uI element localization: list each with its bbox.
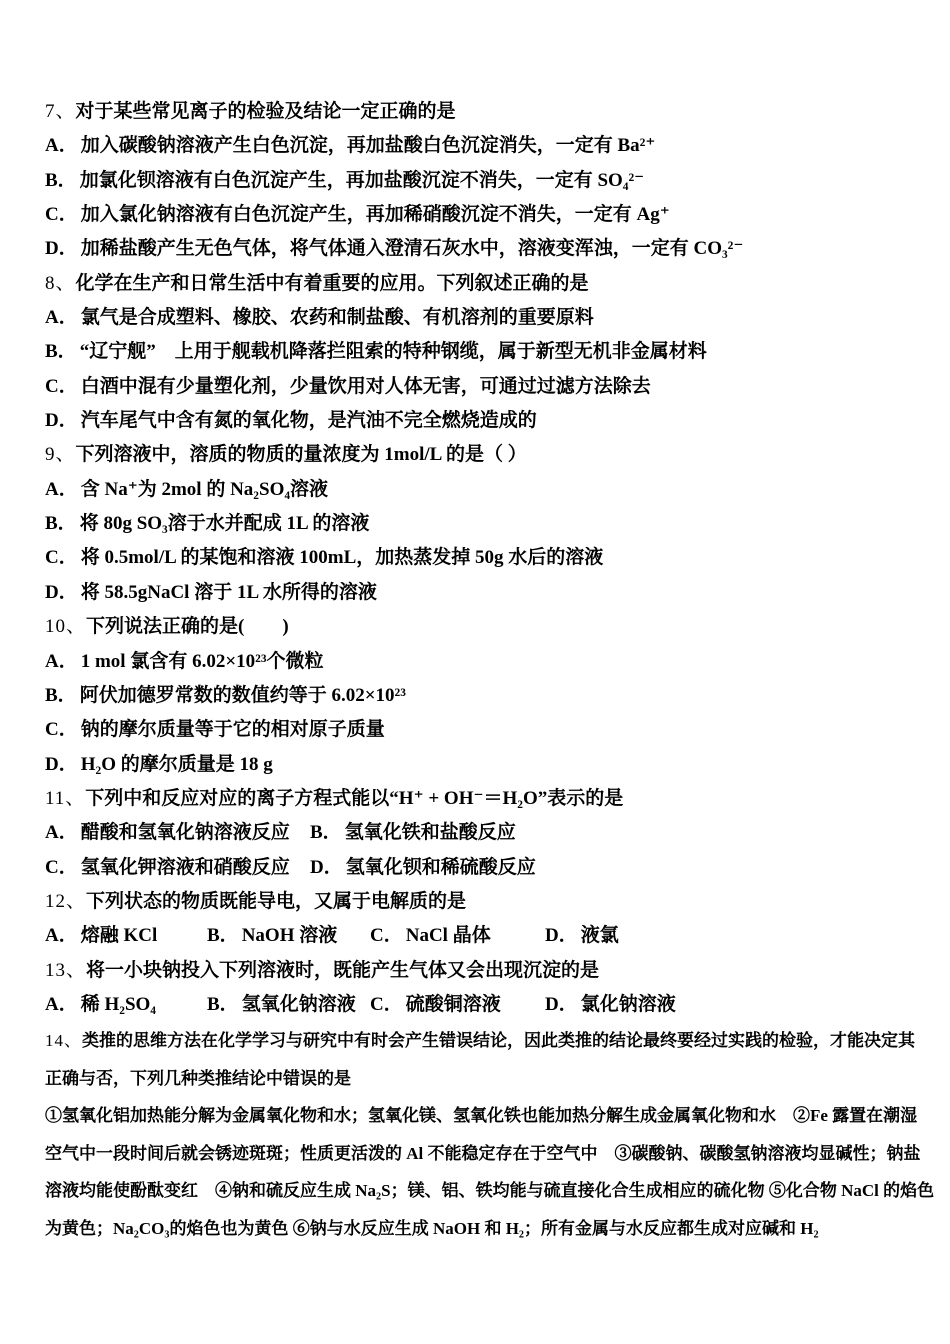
question-14-line-5 (45, 1172, 935, 1210)
question-7 (45, 95, 912, 267)
question-10-stem (45, 610, 912, 644)
option-c-text: 白酒中混有少量塑化剂，少量饮用对人体无害，可通过过滤方法除去 (80, 375, 651, 397)
question-9-stem-text: 下列溶液中，溶质的物质的量浓度为 1mol/L 的是（ ） (75, 444, 527, 466)
question-12-option-a (45, 919, 207, 953)
option-c-label: C． (45, 375, 78, 397)
question-11-options-row-1 (45, 816, 912, 850)
question-14-text-2: 正确与否，下列几种类推结论中错误的是 (45, 1068, 351, 1088)
question-10-number: 10、 (45, 616, 87, 638)
question-10 (45, 610, 912, 782)
question-13-stem-text: 将一小块钠投入下列溶液时，既能产生气体又会出现沉淀的是 (86, 959, 600, 981)
option-c-label: C． (45, 856, 78, 878)
option-b-label: B． (45, 684, 77, 706)
question-11-options-row-2 (45, 851, 912, 885)
question-9-number: 9、 (45, 444, 76, 466)
option-c-label: C． (45, 547, 78, 569)
question-7-stem (45, 95, 912, 129)
option-d-label: D． (45, 410, 78, 432)
question-7-number: 7、 (45, 101, 76, 122)
question-9-option-a (45, 473, 912, 507)
question-10-option-a (45, 645, 912, 679)
question-12 (45, 885, 912, 954)
question-7-option-c (45, 198, 912, 232)
option-b-text: 将 80g SO₃溶于水并配成 1L 的溶液 (79, 513, 370, 535)
question-12-number: 12、 (45, 890, 87, 912)
option-c-label: C． (45, 204, 78, 226)
option-a-label: A． (45, 650, 78, 672)
question-12-options-row (45, 919, 912, 953)
question-7-option-a (45, 129, 912, 163)
option-b-label: B． (310, 822, 342, 844)
option-a-text: 氯气是合成塑料、橡胶、农药和制盐酸、有机溶剂的重要原料 (80, 307, 594, 329)
question-8-stem-text: 化学在生产和日常生活中有着重要的应用。下列叙述正确的是 (75, 272, 589, 294)
option-b-text: 阿伏加德罗常数的数值约等于 6.02×10²³ (79, 684, 406, 706)
question-9-option-d (45, 576, 912, 610)
option-a-label: A． (45, 307, 78, 329)
option-a-text: 含 Na⁺为 2mol 的 Na₂SO₄溶液 (80, 478, 329, 500)
option-c-label: C． (370, 925, 403, 947)
option-d-text: H₂O 的摩尔质量是 18 g (80, 753, 273, 775)
question-14-text-5: 溶液均能使酚酞变红 ④钠和硫反应生成 Na₂S；镁、铝、铁均能与硫直接化合生成相应的硫化物 ⑤化合物 NaCl 的焰色 (45, 1181, 935, 1201)
question-11-option-d (310, 857, 536, 878)
question-8-option-d (45, 404, 912, 438)
question-11 (45, 782, 912, 885)
option-c-text: 钠的摩尔质量等于它的相对原子质量 (80, 719, 385, 741)
question-7-option-d (45, 232, 912, 266)
option-a-text: 醋酸和氢氧化钠溶液反应 (80, 822, 290, 844)
question-11-option-c (45, 851, 310, 885)
option-b-label: B． (207, 925, 239, 947)
question-9-option-c (45, 541, 912, 575)
question-9-stem (45, 438, 912, 472)
option-d-text: 加稀盐酸产生无色气体，将气体通入澄清石灰水中，溶液变浑浊，一定有 CO₃²⁻ (80, 238, 744, 260)
option-d-text: 氢氧化钡和稀硫酸反应 (345, 856, 536, 878)
option-b-label: B． (45, 341, 77, 363)
question-14 (45, 1022, 935, 1247)
question-12-option-d (545, 919, 619, 953)
option-c-text: 将 0.5mol/L 的某饱和溶液 100mL，加热蒸发掉 50g 水后的溶液 (80, 547, 604, 569)
question-8 (45, 267, 912, 439)
option-b-text: 氢氧化铁和盐酸反应 (344, 822, 516, 844)
question-14-line-4 (45, 1135, 921, 1173)
question-14-line-3 (45, 1097, 918, 1135)
option-c-text: 加入氯化钠溶液有白色沉淀产生，再加稀硝酸沉淀不消失，一定有 Ag⁺ (80, 204, 670, 226)
question-14-line-6 (45, 1210, 912, 1248)
question-14-text-1: 类推的思维方法在化学学习与研究中有时会产生错误结论，因此类推的结论最终要经过实践的检验，才能决定其 (82, 1031, 915, 1051)
option-b-label: B． (45, 513, 77, 535)
option-a-text: 熔融 KCl (80, 925, 158, 947)
question-10-option-c (45, 713, 912, 747)
option-c-text: 氢氧化钾溶液和硝酸反应 (80, 856, 290, 878)
option-d-label: D． (310, 856, 343, 878)
question-13-options-row (45, 988, 912, 1022)
question-9 (45, 438, 912, 610)
question-14-text-4: 空气中一段时间后就会锈迹斑斑；性质更活泼的 Al 不能稳定存在于空气中 ③碳酸钠、碳酸氢钠溶液均显碱性；钠盐 (45, 1143, 921, 1163)
question-13-option-a (45, 988, 207, 1022)
question-7-stem-text: 对于某些常见离子的检验及结论一定正确的是 (75, 101, 456, 122)
question-8-option-a (45, 301, 912, 335)
question-13-option-c (370, 988, 545, 1022)
question-12-stem-text: 下列状态的物质既能导电，又属于电解质的是 (86, 890, 467, 912)
question-8-stem (45, 267, 912, 301)
question-10-option-d (45, 748, 912, 782)
option-b-label: B． (207, 993, 239, 1015)
question-14-line-2 (45, 1060, 912, 1098)
option-d-text: 氯化钠溶液 (580, 993, 676, 1015)
option-a-label: A． (45, 478, 78, 500)
option-d-label: D． (45, 581, 78, 603)
question-13-stem (45, 954, 912, 988)
question-11-stem (45, 782, 912, 816)
option-b-text: 加氯化钡溶液有白色沉淀产生，再加盐酸沉淀不消失，一定有 SO₄²⁻ (79, 169, 645, 191)
option-d-text: 液氯 (580, 925, 619, 947)
question-11-option-b (310, 822, 516, 843)
question-13-number: 13、 (45, 959, 87, 981)
option-d-label: D． (545, 925, 578, 947)
option-a-label: A． (45, 993, 78, 1015)
question-14-text-6: 为黄色；Na₂CO₃的焰色也为黄色 ⑥钠与水反应生成 NaOH 和 H₂；所有金属与水反应都生成对应碱和 H₂ (45, 1218, 819, 1238)
question-13-option-d (545, 988, 676, 1022)
question-11-number: 11、 (45, 787, 86, 809)
question-12-option-c (370, 919, 545, 953)
question-13-option-b (207, 988, 370, 1022)
option-a-label: A． (45, 135, 78, 157)
question-12-option-b (207, 919, 370, 953)
option-d-label: D． (45, 238, 78, 260)
question-13 (45, 954, 912, 1023)
option-c-text: NaCl 晶体 (405, 925, 491, 947)
option-d-text: 汽车尾气中含有氮的氧化物，是汽油不完全燃烧造成的 (80, 410, 537, 432)
question-14-line-1 (45, 1022, 915, 1060)
question-10-option-b (45, 679, 912, 713)
option-d-label: D． (545, 993, 578, 1015)
question-10-stem-text: 下列说法正确的是( ) (86, 616, 289, 638)
option-a-text: 稀 H₂SO₄ (80, 993, 157, 1015)
question-12-stem (45, 885, 912, 919)
question-7-option-b (45, 164, 912, 198)
question-8-option-c (45, 370, 912, 404)
option-c-text: 硫酸铜溶液 (405, 993, 501, 1015)
option-a-label: A． (45, 822, 78, 844)
option-c-label: C． (370, 993, 403, 1015)
option-a-text: 1 mol 氯含有 6.02×10²³个微粒 (80, 650, 324, 672)
question-9-option-b (45, 507, 912, 541)
option-a-text: 加入碳酸钠溶液产生白色沉淀，再加盐酸白色沉淀消失，一定有 Ba²⁺ (80, 135, 656, 157)
option-b-text: “辽宁舰” 上用于舰载机降落拦阻索的特种钢缆，属于新型无机非金属材料 (79, 341, 707, 363)
question-8-option-b (45, 335, 912, 369)
option-a-label: A． (45, 925, 78, 947)
question-11-option-a (45, 816, 310, 850)
question-14-number: 14、 (45, 1031, 82, 1051)
question-8-number: 8、 (45, 272, 76, 294)
question-14-text-3: ①氢氧化铝加热能分解为金属氧化物和水；氢氧化镁、氢氧化铁也能加热分解生成金属氧化物和水 ②Fe 露置在潮湿 (45, 1106, 918, 1126)
question-11-stem-text: 下列中和反应对应的离子方程式能以“H⁺ + OH⁻＝H₂O”表示的是 (85, 787, 624, 809)
option-c-label: C． (45, 719, 78, 741)
option-b-text: 氢氧化钠溶液 (241, 993, 356, 1015)
option-d-text: 将 58.5gNaCl 溶于 1L 水所得的溶液 (80, 581, 377, 603)
option-d-label: D． (45, 753, 78, 775)
option-b-label: B． (45, 169, 77, 191)
option-b-text: NaOH 溶液 (241, 925, 338, 947)
